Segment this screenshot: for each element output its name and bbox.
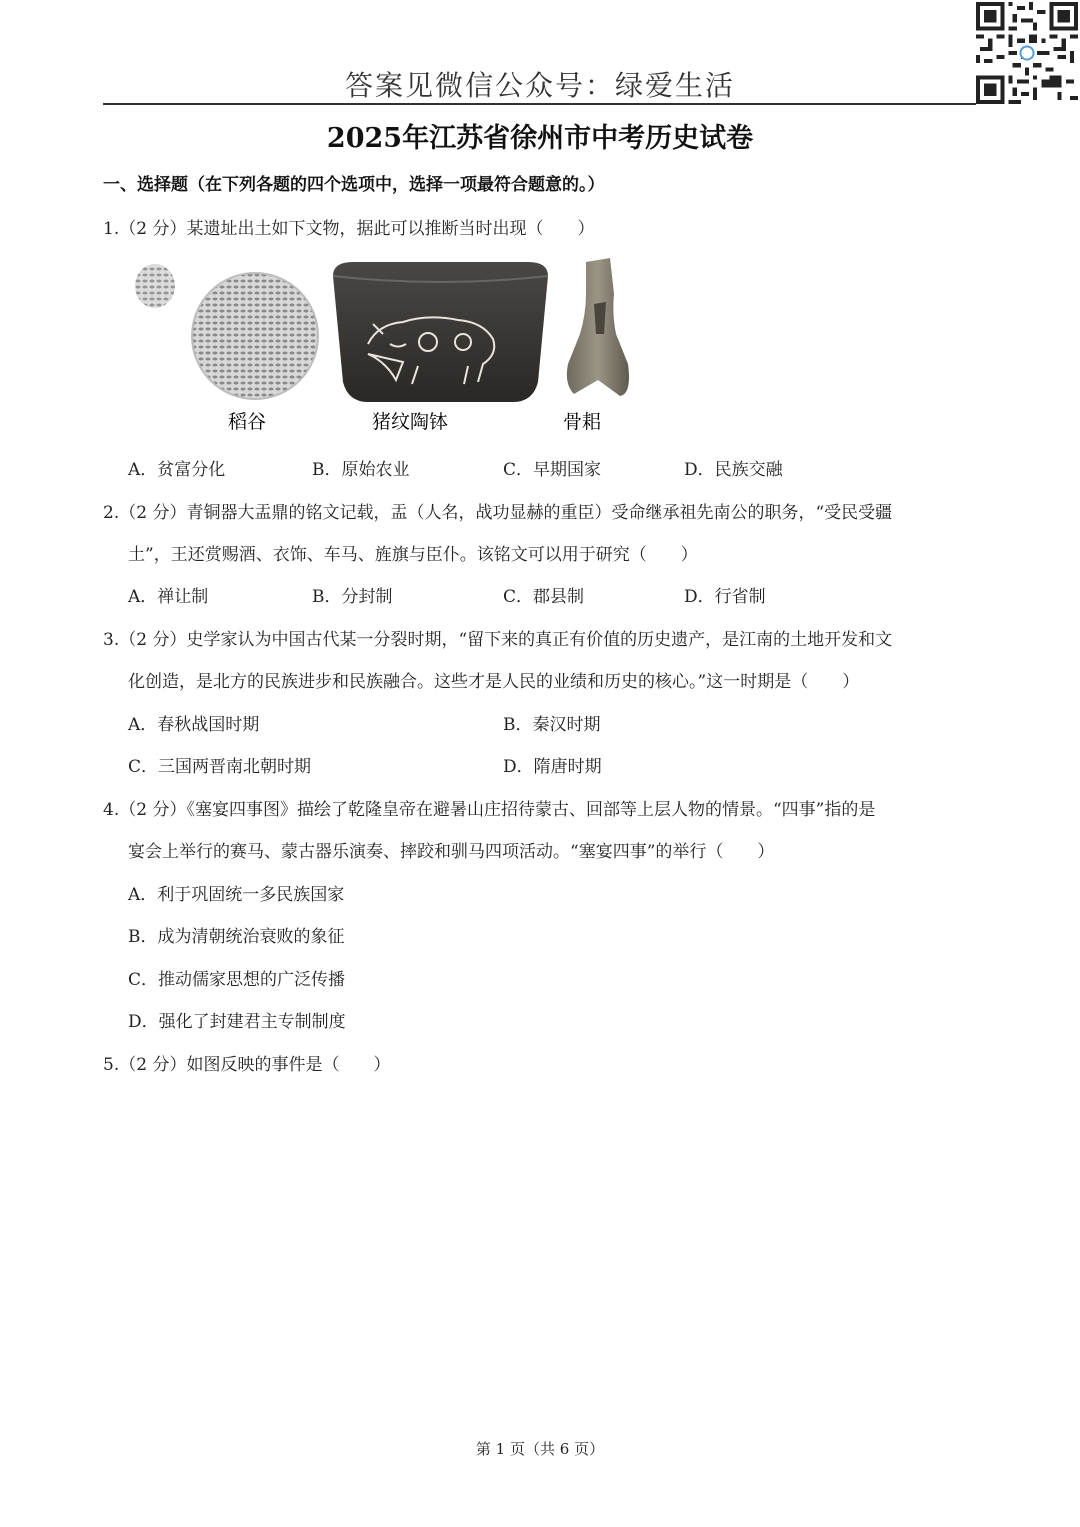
bone-spade xyxy=(567,258,629,396)
page-footer: 第 1 页（共 6 页） xyxy=(475,1440,605,1458)
q1-option-c: C．早期国家 xyxy=(503,460,602,480)
question-5-text: 5.（2 分）如图反映的事件是（ ） xyxy=(103,1055,391,1075)
question-2-text-line1: 2.（2 分）青铜器大盂鼎的铭文记载，盂（人名，战功显赫的重臣）受命继承祖先南公的职务，“受民受疆 xyxy=(103,503,893,523)
section-heading: 一、选择题（在下列各题的四个选项中，选择一项最符合题意的。） xyxy=(103,175,605,195)
q3-option-d: D．隋唐时期 xyxy=(503,757,602,777)
q4-option-b: B．成为清朝统治衰败的象征 xyxy=(128,927,345,947)
q2-option-a: A．禅让制 xyxy=(128,587,209,607)
figure-label-pottery: 猪纹陶钵 xyxy=(372,411,449,433)
artifact-figure xyxy=(128,254,648,434)
q2-option-c: C．郡县制 xyxy=(503,587,585,607)
q4-option-a: A．利于巩固统一多民族国家 xyxy=(128,885,345,905)
q4-option-c: C．推动儒家思想的广泛传播 xyxy=(128,970,346,990)
question-4-text-line2: 宴会上举行的赛马、蒙古器乐演奏、摔跤和驯马四项活动。“塞宴四事”的举行（ ） xyxy=(128,842,775,862)
qr-code-image xyxy=(976,2,1078,104)
figure-label-bone-spade: 骨耜 xyxy=(563,411,602,433)
question-3-text-line2: 化创造，是北方的民族进步和民族融合。这些才是人民的业绩和历史的核心。”这一时期是（ ） xyxy=(128,672,860,692)
exam-title: 2025年江苏省徐州市中考历史试卷 xyxy=(326,123,754,154)
header-text: 答案见微信公众号：绿爱生活 xyxy=(344,69,735,102)
q1-option-a: A．贫富分化 xyxy=(128,460,226,480)
pig-pattern-pottery xyxy=(333,262,548,402)
question-1-text: 1.（2 分）某遗址出土如下文物，据此可以推断当时出现（ ） xyxy=(103,219,595,239)
q3-option-b: B．秦汉时期 xyxy=(503,715,601,735)
q3-option-c: C．三国两晋南北朝时期 xyxy=(128,757,312,777)
question-4-text-line1: 4.（2 分）《塞宴四事图》描绘了乾隆皇帝在避暑山庄招待蒙古、回部等上层人物的情景。“四事”指的是 xyxy=(103,800,876,820)
rice-grain-disc xyxy=(192,273,318,399)
figure-label-rice: 稻谷 xyxy=(228,411,267,433)
question-2-text-line2: 土”，王还赏赐酒、衣饰、车马、旌旗与臣仆。该铭文可以用于研究（ ） xyxy=(128,545,698,565)
rice-grain-cluster xyxy=(135,264,175,308)
q2-option-b: B．分封制 xyxy=(312,587,393,607)
q3-option-a: A．春秋战国时期 xyxy=(128,715,260,735)
q2-option-d: D．行省制 xyxy=(684,587,766,607)
q1-option-b: B．原始农业 xyxy=(312,460,410,480)
header-rule xyxy=(103,103,976,105)
q1-option-d: D．民族交融 xyxy=(684,460,783,480)
question-3-text-line1: 3.（2 分）史学家认为中国古代某一分裂时期，“留下来的真正有价值的历史遗产，是江南的土地开发和文 xyxy=(103,630,893,650)
q4-option-d: D．强化了封建君主专制制度 xyxy=(128,1012,346,1032)
